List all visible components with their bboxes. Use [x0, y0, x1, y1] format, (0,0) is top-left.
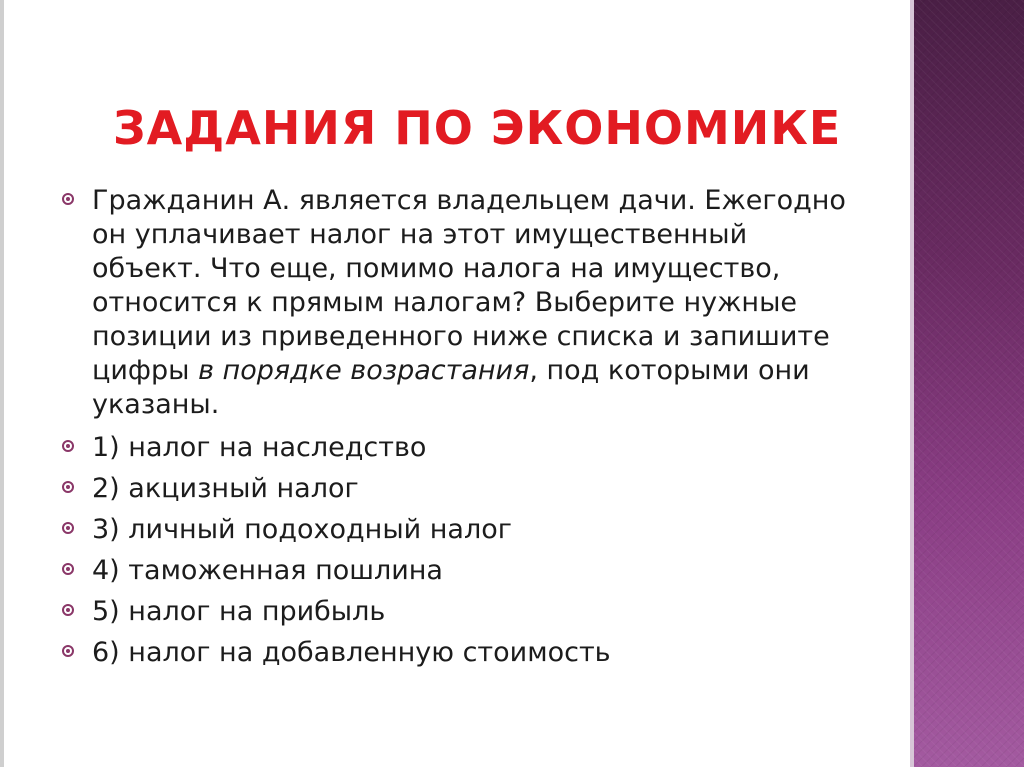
list-item [62, 595, 862, 629]
list-item [62, 554, 862, 588]
list-item-text: 4) таможенная пошлина [92, 555, 443, 586]
list-item [62, 636, 862, 670]
circle-dot-bullet-icon [62, 645, 74, 657]
circle-dot-bullet-icon [62, 604, 74, 616]
circle-dot-bullet-icon [62, 440, 74, 452]
circle-dot-bullet-icon [62, 481, 74, 493]
list-item-text: 2) акцизный налог [92, 473, 359, 504]
question-paragraph [62, 184, 862, 422]
question-text-part-2: , под которыми они указаны. [92, 355, 810, 420]
list-item-text: 5) налог на прибыль [92, 596, 386, 627]
bullet-list [62, 184, 862, 677]
list-item [62, 431, 862, 465]
circle-dot-bullet-icon [62, 522, 74, 534]
slide-title: ЗАДАНИЯ ПО ЭКОНОМИКЕ [113, 101, 842, 155]
decorative-side-band [914, 0, 1024, 767]
left-edge-strip [0, 0, 4, 767]
list-item-text: 3) личный подоходный налог [92, 514, 512, 545]
question-text-part-1: Гражданин А. является владельцем дачи. Ежегодно он уплачивает налог на этот имущественный объект. Что еще, помимо налога на имущество, относится к прямым налогам? Выберите нужные позиции из приведенного ниже списка и запишите цифры [92, 185, 846, 386]
list-item-text: 1) налог на наследство [92, 432, 427, 463]
list-item [62, 513, 862, 547]
list-item [62, 472, 862, 506]
question-emphasis: в порядке возрастания [198, 355, 530, 386]
circle-dot-bullet-icon [62, 563, 74, 575]
circle-dot-bullet-icon [62, 193, 74, 205]
list-item-text: 6) налог на добавленную стоимость [92, 637, 611, 668]
